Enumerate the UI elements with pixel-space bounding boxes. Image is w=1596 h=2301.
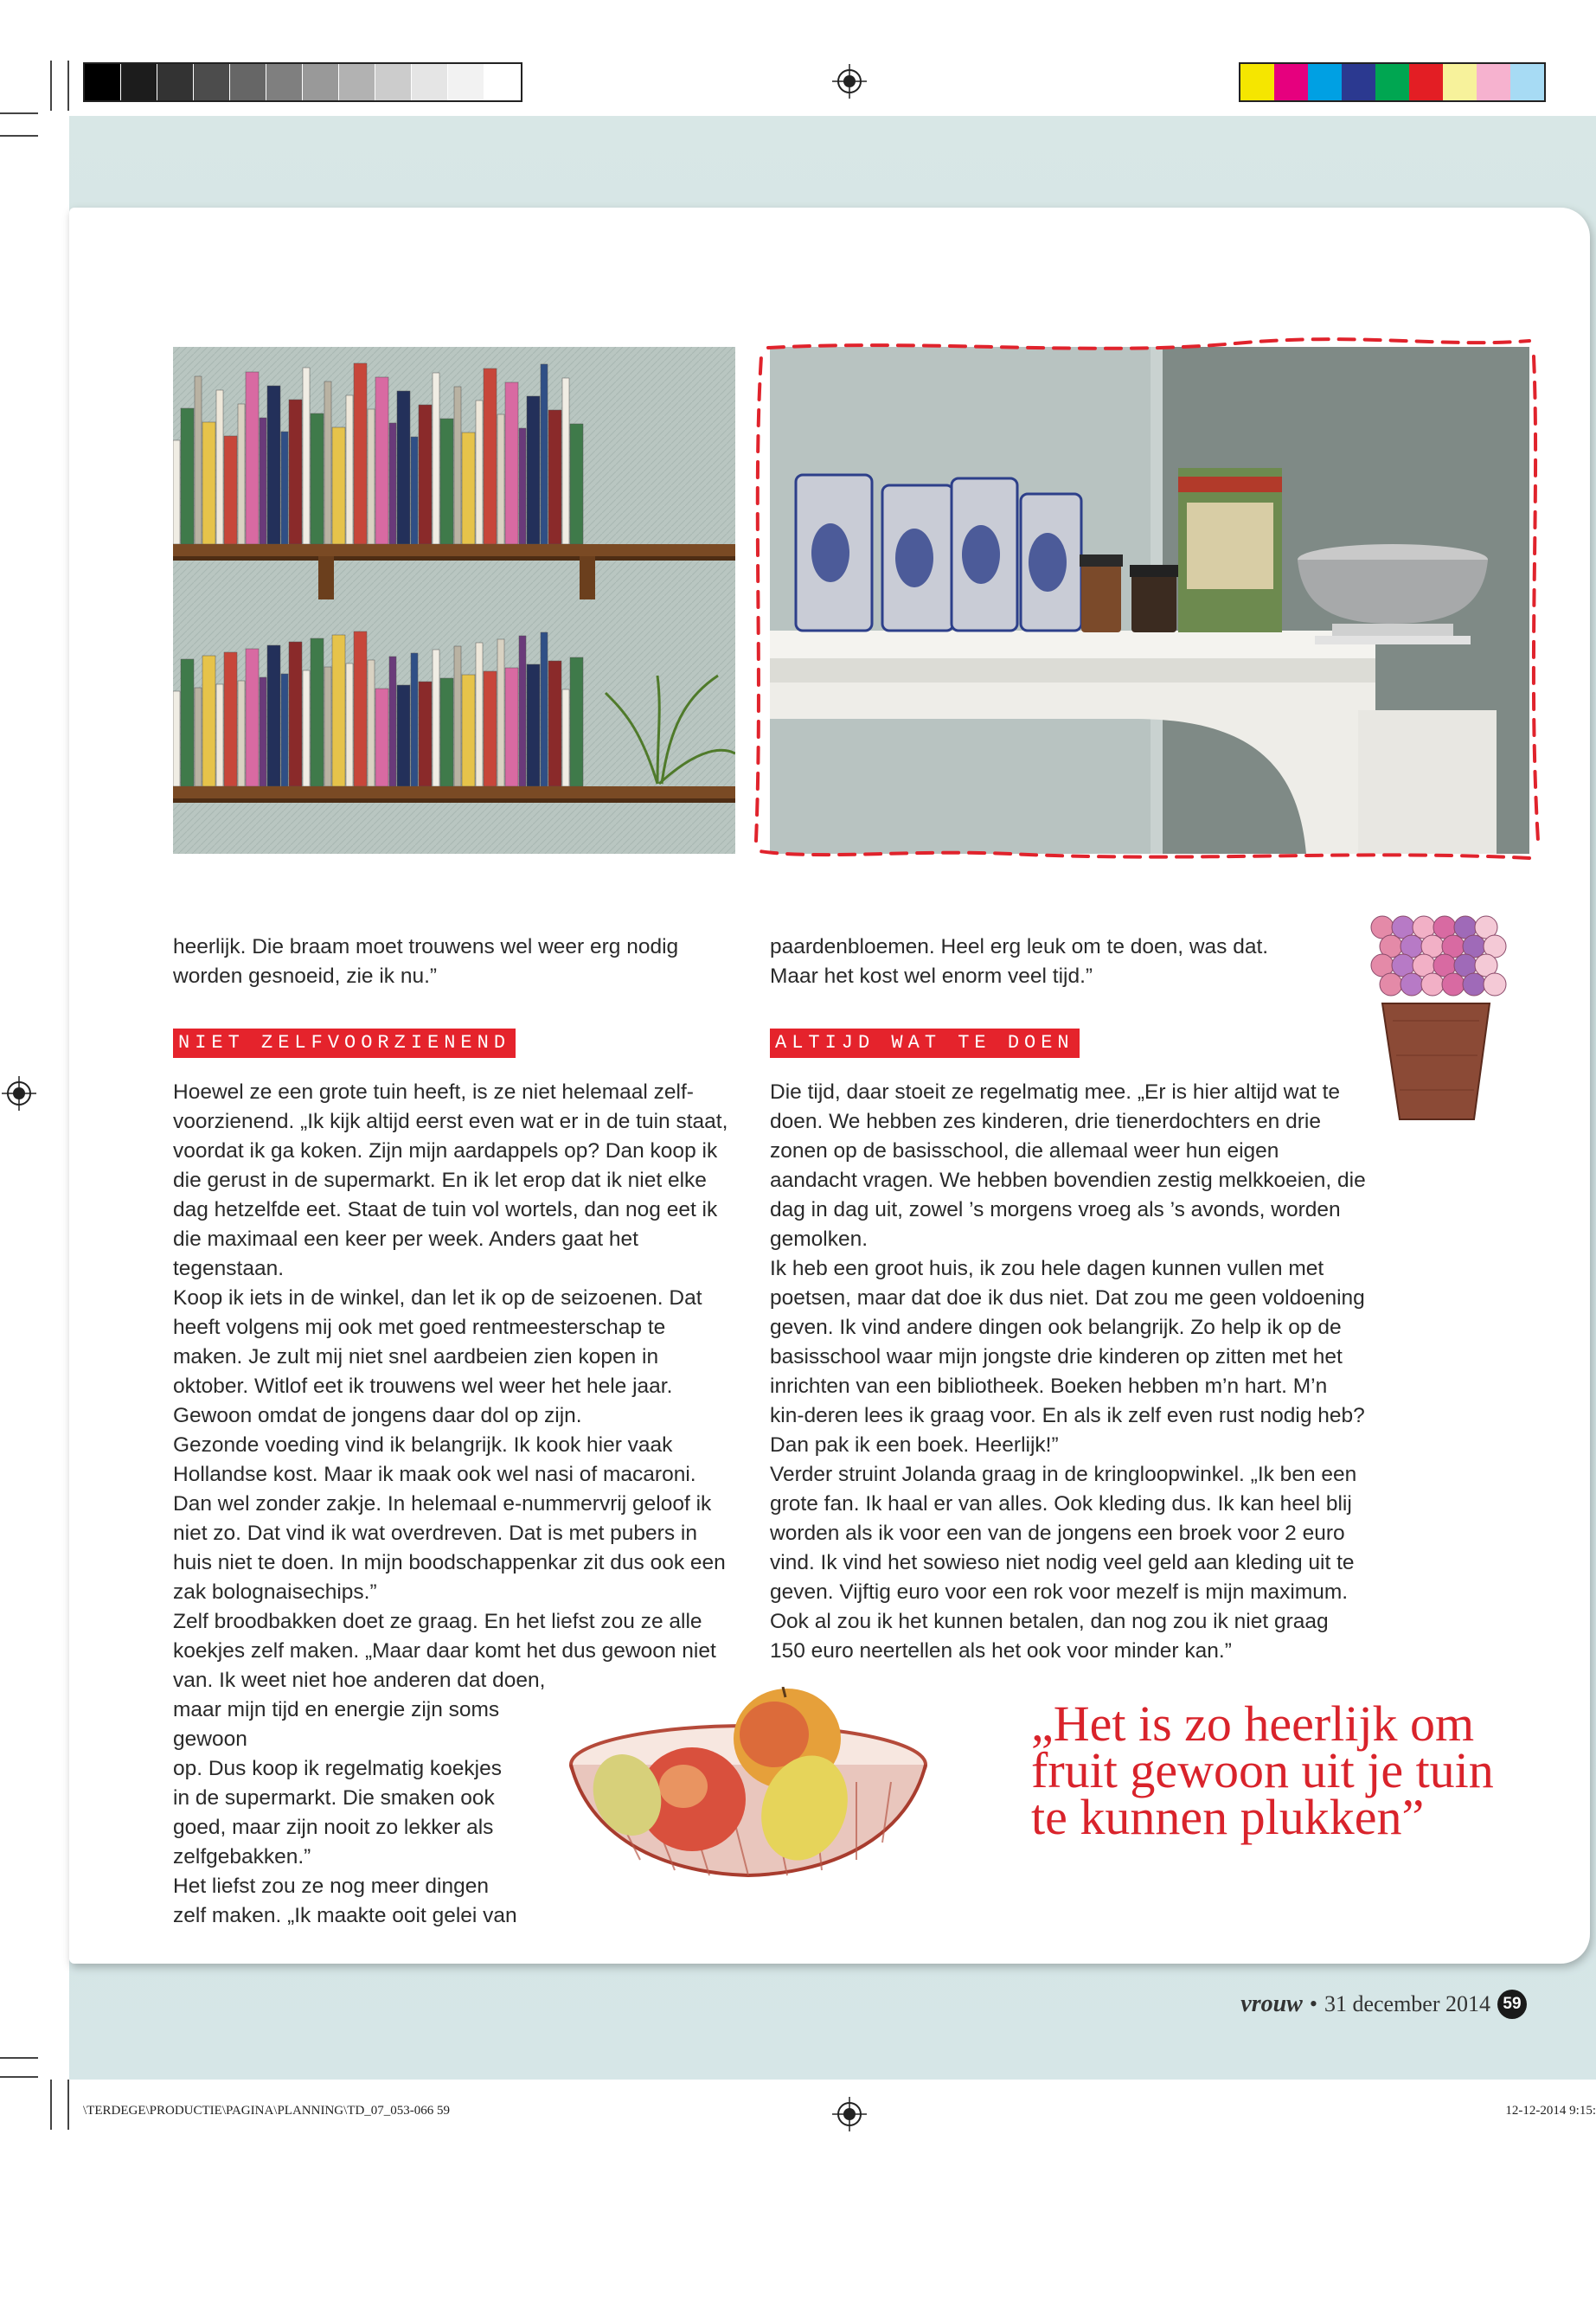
left-column-body bbox=[173, 1078, 735, 1695]
flower-pot-illustration bbox=[1358, 908, 1514, 1125]
book-spine bbox=[354, 363, 367, 544]
text-line: Het liefst zou ze nog meer dingen bbox=[173, 1875, 489, 1898]
book-spine bbox=[260, 677, 266, 786]
book-spine bbox=[397, 391, 410, 544]
color-swatch bbox=[1375, 64, 1409, 100]
registration-mark-top bbox=[832, 64, 867, 99]
book-spine bbox=[224, 652, 237, 786]
right-column-body bbox=[770, 1078, 1367, 1666]
pull-quote: „Het is zo heerlijk om fruit gewoon uit je tuin te kunnen plukken” bbox=[1031, 1695, 1494, 1845]
book-spine bbox=[246, 649, 259, 786]
color-swatch bbox=[1240, 64, 1274, 100]
book-spine bbox=[505, 382, 518, 544]
book-spine bbox=[419, 682, 432, 786]
book-spine bbox=[216, 684, 223, 786]
book-spine bbox=[375, 689, 388, 786]
book-spine bbox=[246, 372, 259, 544]
book-spine bbox=[389, 423, 396, 544]
book-spine bbox=[238, 404, 245, 544]
book-spine bbox=[195, 376, 202, 544]
book-spine bbox=[411, 437, 418, 544]
book-spine bbox=[303, 368, 310, 544]
book-spine bbox=[476, 643, 483, 786]
slug-file-path: \TERDEGE\PRODUCTIE\PAGINA\PLANNING\TD_07_053-066 59 bbox=[83, 2104, 451, 2118]
left-column-intro: heerlijk. Die braam moet trouwens wel weer erg nodig worden gesnoeid, zie ik nu.” bbox=[173, 935, 679, 988]
book-spine bbox=[519, 428, 526, 544]
book-spine bbox=[281, 674, 288, 786]
color-calibration-bar bbox=[1239, 62, 1546, 102]
paragraph: Die tijd, daar stoeit ze regelmatig mee. „Er is hier altijd wat te doen. We hebben zes kinderen, drie tienerdochters en drie zonen op de basisschool, die allemaal weer hun eigen aandacht vragen. We hebben bovendien zestig melkkoeien, die dag in dag uit, zowel ’s morgens vroeg als ’s avonds, worden gemolken. bbox=[770, 1080, 1366, 1251]
gray-swatch bbox=[230, 64, 266, 100]
text-line: zelfgebakken.” bbox=[173, 1845, 311, 1868]
gray-swatch bbox=[303, 64, 339, 100]
gray-swatch bbox=[375, 64, 412, 100]
book-spine bbox=[354, 631, 367, 786]
book-spine bbox=[497, 414, 504, 544]
color-swatch bbox=[1274, 64, 1308, 100]
separator-dot: • bbox=[1309, 1991, 1317, 2016]
text-line: op. Dus koop ik regelmatig koekjes bbox=[173, 1757, 502, 1780]
book-spine bbox=[173, 691, 180, 786]
book-spine bbox=[181, 408, 194, 544]
text-line: goed, maar zijn nooit zo lekker als bbox=[173, 1816, 494, 1839]
color-swatch bbox=[1477, 64, 1510, 100]
book-spine bbox=[440, 419, 453, 544]
book-spine bbox=[562, 689, 569, 786]
flower-head bbox=[1380, 973, 1402, 996]
book-spine bbox=[202, 422, 215, 544]
issue-date: 31 december 2014 bbox=[1324, 1991, 1490, 2016]
book-spine bbox=[324, 667, 331, 786]
text-line: in de supermarkt. Die smaken ook bbox=[173, 1786, 495, 1810]
gray-swatch bbox=[448, 64, 484, 100]
red-dashed-doodle-frame bbox=[751, 322, 1542, 880]
book-spine bbox=[238, 681, 245, 786]
book-spine bbox=[267, 386, 280, 544]
section-heading-altijd-wat-te-doen: ALTIJD WAT TE DOEN bbox=[770, 1029, 1080, 1058]
gray-swatch bbox=[484, 64, 521, 100]
book-spine bbox=[433, 373, 439, 544]
left-column-narrow-text bbox=[173, 1695, 554, 1931]
text-line: maar mijn tijd en energie zijn soms gewoon bbox=[173, 1698, 500, 1751]
book-spine bbox=[570, 657, 583, 786]
gray-swatch bbox=[85, 64, 121, 100]
book-spine bbox=[181, 659, 194, 786]
book-spine bbox=[195, 688, 202, 786]
book-spine bbox=[497, 639, 504, 786]
page-footer bbox=[1240, 1990, 1527, 2019]
flower-head bbox=[1401, 973, 1423, 996]
text-line: paardenbloemen. Heel erg leuk om te doen, was dat. bbox=[770, 935, 1269, 958]
color-swatch bbox=[1443, 64, 1477, 100]
page-number-badge: 59 bbox=[1497, 1990, 1527, 2019]
book-spine bbox=[562, 378, 569, 544]
gray-swatch bbox=[412, 64, 448, 100]
bookshelf-photo bbox=[173, 347, 735, 854]
book-spine bbox=[527, 396, 540, 544]
book-spine bbox=[433, 650, 439, 786]
book-spine bbox=[548, 410, 561, 544]
magazine-brand: vrouw bbox=[1240, 1990, 1303, 2017]
book-spine bbox=[324, 381, 331, 544]
flower-head bbox=[1484, 973, 1506, 996]
book-spine bbox=[375, 377, 388, 544]
book-spine bbox=[541, 632, 548, 786]
book-spine bbox=[281, 432, 288, 544]
paragraph: Zelf broodbakken doet ze graag. En het liefst zou ze alle koekjes zelf maken. „Maar daar komt het dus gewoon niet van. Ik weet niet hoe anderen dat doen, bbox=[173, 1610, 716, 1692]
book-spine bbox=[462, 675, 475, 786]
book-spine bbox=[332, 635, 345, 786]
book-spine bbox=[389, 657, 396, 786]
book-spine bbox=[332, 427, 345, 544]
book-spine bbox=[311, 413, 324, 544]
section-heading-niet-zelfvoorzienend: NIET ZELFVOORZIENEND bbox=[173, 1029, 516, 1058]
book-spine bbox=[440, 678, 453, 786]
text-line: Maar het kost wel enorm veel tijd.” bbox=[770, 965, 1093, 988]
book-spine bbox=[368, 660, 375, 786]
book-spine bbox=[202, 656, 215, 786]
registration-mark-left bbox=[2, 1076, 36, 1111]
color-swatch bbox=[1409, 64, 1443, 100]
gray-swatch bbox=[194, 64, 230, 100]
book-spine bbox=[570, 424, 583, 544]
book-spine bbox=[484, 671, 497, 786]
paragraph: Verder struint Jolanda graag in de kringloopwinkel. „Ik ben een grote fan. Ik haal er van alles. Ook kleding dus. Ik kan heel blij worden als ik voor een van de jongens een broek voor 2 euro vind. Ik vind het sowieso niet nodig veel geld aan kleding uit te geven. Vijftig euro voor een rok voor mezelf is mijn maximum. Ook al zou ik het kunnen betalen, dan nog zou ik niet graag 150 euro neertellen als het ook voor minder kan.” bbox=[770, 1463, 1357, 1663]
book-spine bbox=[368, 409, 375, 544]
book-spine bbox=[454, 646, 461, 786]
book-spine bbox=[346, 663, 353, 786]
book-spine bbox=[224, 436, 237, 544]
right-column-intro bbox=[770, 933, 1324, 991]
book-spine bbox=[260, 418, 266, 544]
book-spine bbox=[216, 390, 223, 544]
flower-head bbox=[1442, 973, 1465, 996]
book-spine bbox=[484, 369, 497, 544]
book-spine bbox=[173, 440, 180, 544]
book-spine bbox=[548, 661, 561, 786]
paragraph: Gezonde voeding vind ik belangrijk. Ik kook hier vaak Hollandse kost. Maar ik maak ook wel nasi of macaroni. Dan wel zonder zakje. In helemaal e-nummervrij geloof ik niet zo. Dat vind ik wat overdreven. Dat is met pubers in huis niet te doen. In mijn boodschappenkar zit dus ook een zak bolognaisechips.” bbox=[173, 1433, 726, 1604]
slug-timestamp: 12-12-2014 9:15: bbox=[1505, 2104, 1596, 2118]
book-spine bbox=[289, 400, 302, 544]
book-spine bbox=[346, 395, 353, 544]
gray-swatch bbox=[266, 64, 303, 100]
book-spine bbox=[476, 401, 483, 544]
book-spine bbox=[411, 653, 418, 786]
paragraph: Ik heb een groot huis, ik zou hele dagen kunnen vullen met poetsen, maar dat doe ik dus niet. Dat zou me geen voldoening geven. Ik vind andere dingen ook belangrijk. Zo help ik op de basisschool waar mijn jongste drie kinderen op zitten met het inrichten van een bibliotheek. Boeken hebben m’n hart. M’n kin-deren lees ik graag voor. En als ik zelf even rust nodig heb? Dan pak ik een boek. Heerlijk!” bbox=[770, 1257, 1365, 1457]
book-spine bbox=[311, 638, 324, 786]
book-spine bbox=[397, 685, 410, 786]
book-spine bbox=[527, 664, 540, 786]
flower-head bbox=[1463, 973, 1485, 996]
book-spine bbox=[289, 642, 302, 786]
book-spine bbox=[519, 636, 526, 786]
gray-swatch bbox=[157, 64, 194, 100]
color-swatch bbox=[1308, 64, 1342, 100]
book-spine bbox=[267, 645, 280, 786]
paragraph: Hoewel ze een grote tuin heeft, is ze niet helemaal zelf-voorzienend. „Ik kijk altijd eerst even wat er in de tuin staat, voordat ik ga koken. Zijn mijn aardappels op? Dan koop ik die gerust in de supermarkt. En ik let erop dat ik niet elke dag hetzelfde eet. Staat de tuin vol wortels, dan nog eet ik die maximaal een keer per week. Anders gaat het tegenstaan. bbox=[173, 1080, 728, 1280]
book-spine bbox=[505, 668, 518, 786]
text-line: zelf maken. „Ik maakte ooit gelei van bbox=[173, 1904, 517, 1927]
book-spine bbox=[462, 433, 475, 544]
gray-swatch bbox=[121, 64, 157, 100]
color-swatch bbox=[1342, 64, 1375, 100]
book-spine bbox=[419, 405, 432, 544]
gray-swatch bbox=[339, 64, 375, 100]
book-spine bbox=[541, 364, 548, 544]
paragraph: Koop ik iets in de winkel, dan let ik op de seizoenen. Dat heeft volgens mij ook met goed rentmeesterschap te maken. Je zult mij niet snel aardbeien zien kopen in oktober. Witlof eet ik trouwens wel weer het hele jaar. Gewoon omdat de jongens daar dol op zijn. bbox=[173, 1286, 702, 1427]
registration-mark-bottom bbox=[832, 2097, 867, 2131]
grayscale-calibration-bar bbox=[83, 62, 522, 102]
book-spine bbox=[303, 670, 310, 786]
flower-head bbox=[1421, 973, 1444, 996]
fruit-bowl-illustration bbox=[554, 1687, 943, 1894]
book-spine bbox=[454, 387, 461, 544]
color-swatch bbox=[1510, 64, 1544, 100]
